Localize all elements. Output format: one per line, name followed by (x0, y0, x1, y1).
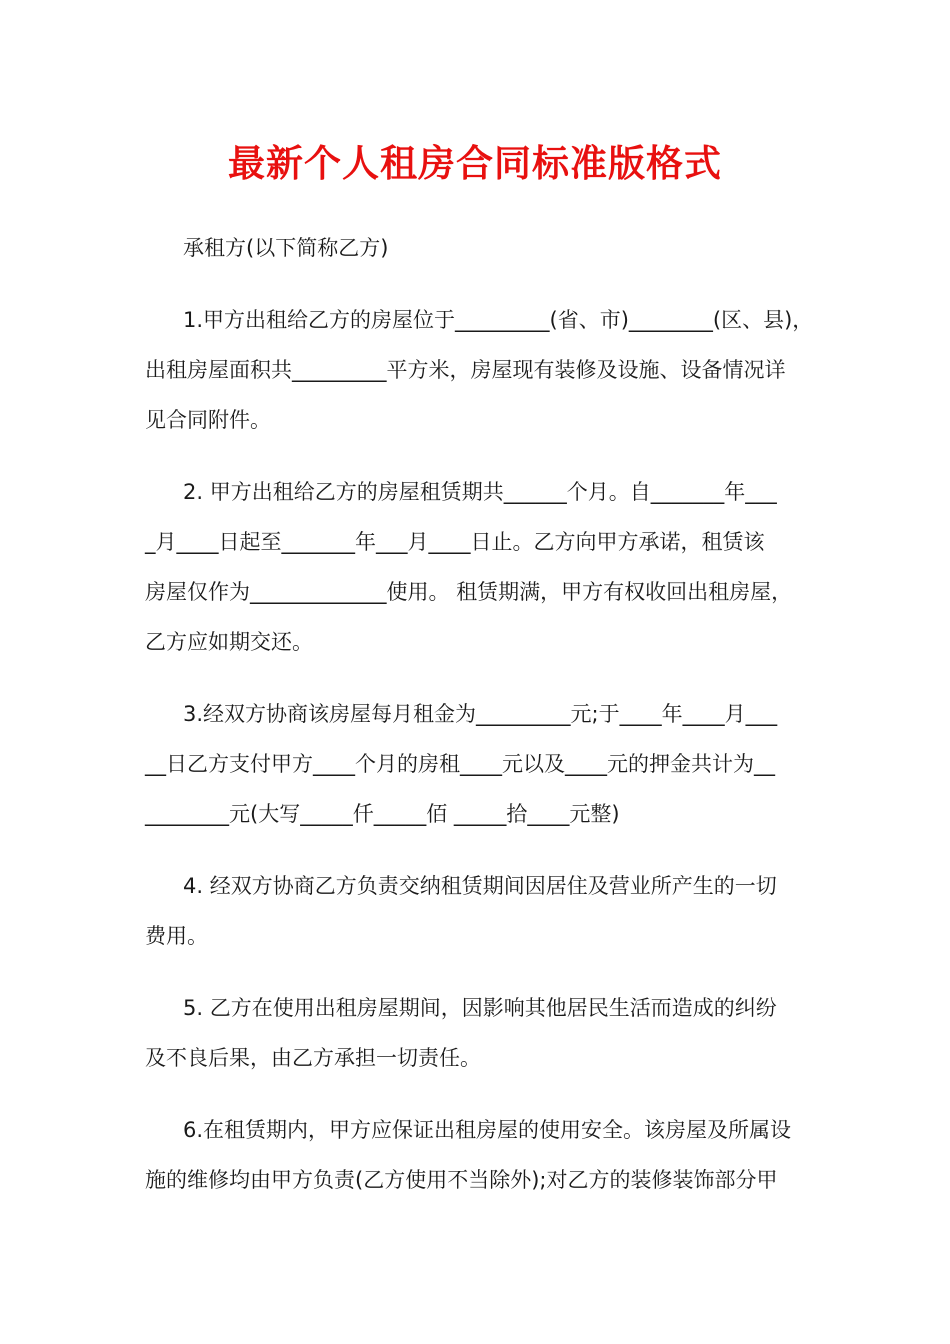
text-line: 及不良后果，由乙方承担一切责任。 (145, 1046, 481, 1070)
text-line: __日乙方支付甲方____个月的房租____元以及____元的押金共计为__ (145, 752, 775, 776)
text-line: _月____日起至_______年___月____日止。乙方向甲方承诺，租赁该 (145, 530, 765, 554)
text-line: 6.在租赁期内，甲方应保证出租房屋的使用安全。该房屋及所属设 (183, 1118, 792, 1142)
text-line: 承租方(以下简称乙方) (183, 236, 389, 260)
text-line: 房屋仅作为_____________使用。 租赁期满，甲方有权收回出租房屋， (145, 580, 793, 604)
text-line: 乙方应如期交还。 (145, 630, 313, 654)
document-title: 最新个人租房合同标准版格式 (228, 142, 722, 185)
text-line: 2. 甲方出租给乙方的房屋租赁期共______个月。自_______年___ (183, 480, 777, 504)
text-line: 见合同附件。 (145, 408, 271, 432)
text-line: 费用。 (145, 924, 208, 948)
text-line: 1.甲方出租给乙方的房屋位于_________(省、市)________(区、县)， (183, 308, 814, 332)
text-line: 出租房屋面积共_________平方米，房屋现有装修及设施、设备情况详 (145, 358, 786, 382)
text-line: 施的维修均由甲方负责(乙方使用不当除外);对乙方的装修装饰部分甲 (145, 1168, 778, 1192)
text-line: 4. 经双方协商乙方负责交纳租赁期间因居住及营业所产生的一切 (183, 874, 777, 898)
text-line: ________元(大写_____仟_____佰 _____拾____元整) (145, 802, 620, 826)
text-line: 3.经双方协商该房屋每月租金为_________元;于____年____月___ (183, 702, 778, 726)
text-line: 5. 乙方在使用出租房屋期间，因影响其他居民生活而造成的纠纷 (183, 996, 777, 1020)
